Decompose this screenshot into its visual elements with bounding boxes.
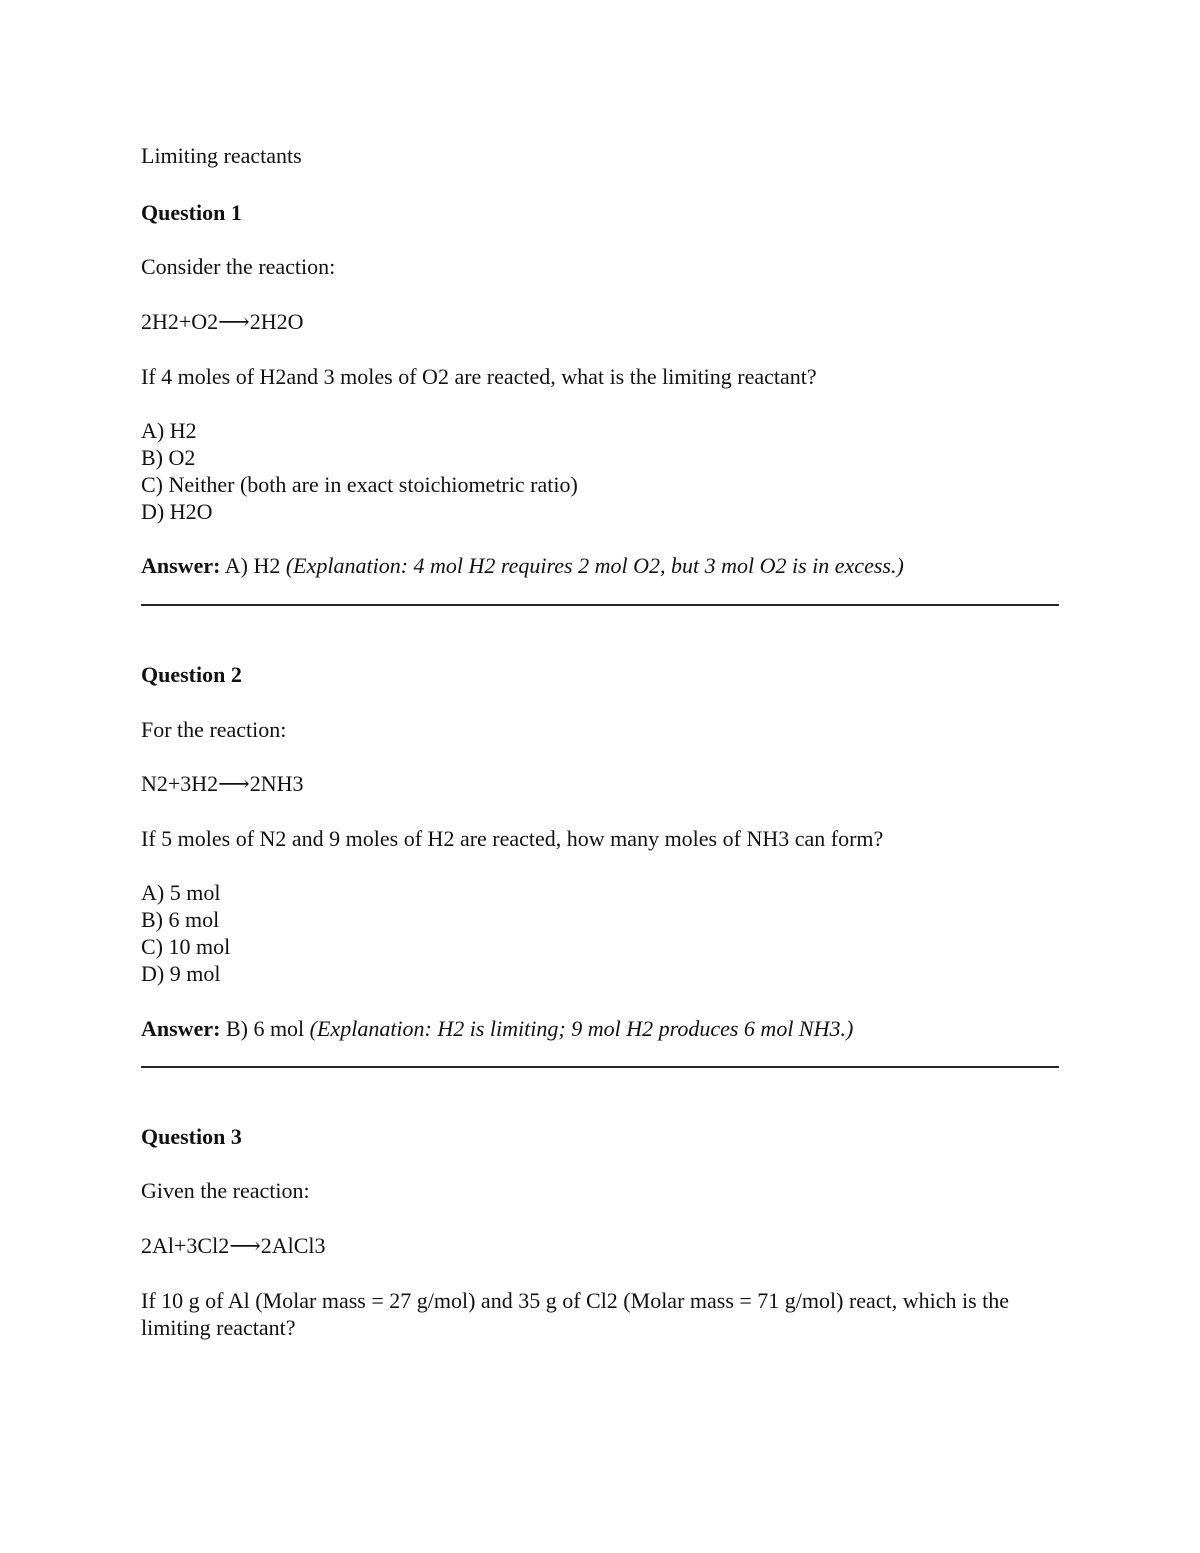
question-1-prompt: Consider the reaction: [141,254,336,279]
document-title: Limiting reactants [141,143,302,168]
question-1-option-c: C) Neither (both are in exact stoichiometric ratio) [141,472,578,497]
question-2-option-d: D) 9 mol [141,961,221,986]
question-2-option-c: C) 10 mol [141,934,231,959]
answer-label: Answer: [141,553,221,578]
question-1-text: If 4 moles of H2and 3 moles of O2 are reacted, what is the limiting reactant? [141,364,817,389]
question-1-answer [141,552,904,579]
answer-explanation: (Explanation: H2 is limiting; 9 mol H2 produces 6 mol NH3.) [309,1016,854,1041]
answer-explanation: (Explanation: 4 mol H2 requires 2 mol O2, but 3 mol O2 is in excess.) [285,553,904,578]
question-1-option-d: D) H2O [141,499,213,524]
section-divider [141,1066,1059,1068]
question-1-heading: Question 1 [141,200,242,225]
question-3-prompt: Given the reaction: [141,1178,310,1203]
answer-value: A) H2 [220,553,286,578]
question-3-text: If 10 g of Al (Molar mass = 27 g/mol) and 35 g of Cl2 (Molar mass = 71 g/mol) react, which is the limiting reactant? [141,1288,1010,1340]
question-2-heading: Question 2 [141,662,242,687]
question-2-option-a: A) 5 mol [141,880,221,905]
answer-value: B) 6 mol [220,1016,310,1041]
question-2-prompt: For the reaction: [141,717,287,742]
question-1-equation: 2H2+O2⟶2H2O [141,309,304,334]
question-2-text: If 5 moles of N2 and 9 moles of H2 are reacted, how many moles of NH3 can form? [141,826,884,851]
question-2-option-b: B) 6 mol [141,907,220,932]
answer-label: Answer: [141,1016,221,1041]
question-1-option-b: B) O2 [141,445,196,470]
question-2-answer [141,1015,853,1042]
question-3-equation: 2Al+3Cl2⟶2AlCl3 [141,1233,326,1258]
question-3-heading: Question 3 [141,1124,242,1149]
section-divider [141,604,1059,606]
question-1-option-a: A) H2 [141,418,197,443]
question-2-equation: N2+3H2⟶2NH3 [141,771,304,796]
